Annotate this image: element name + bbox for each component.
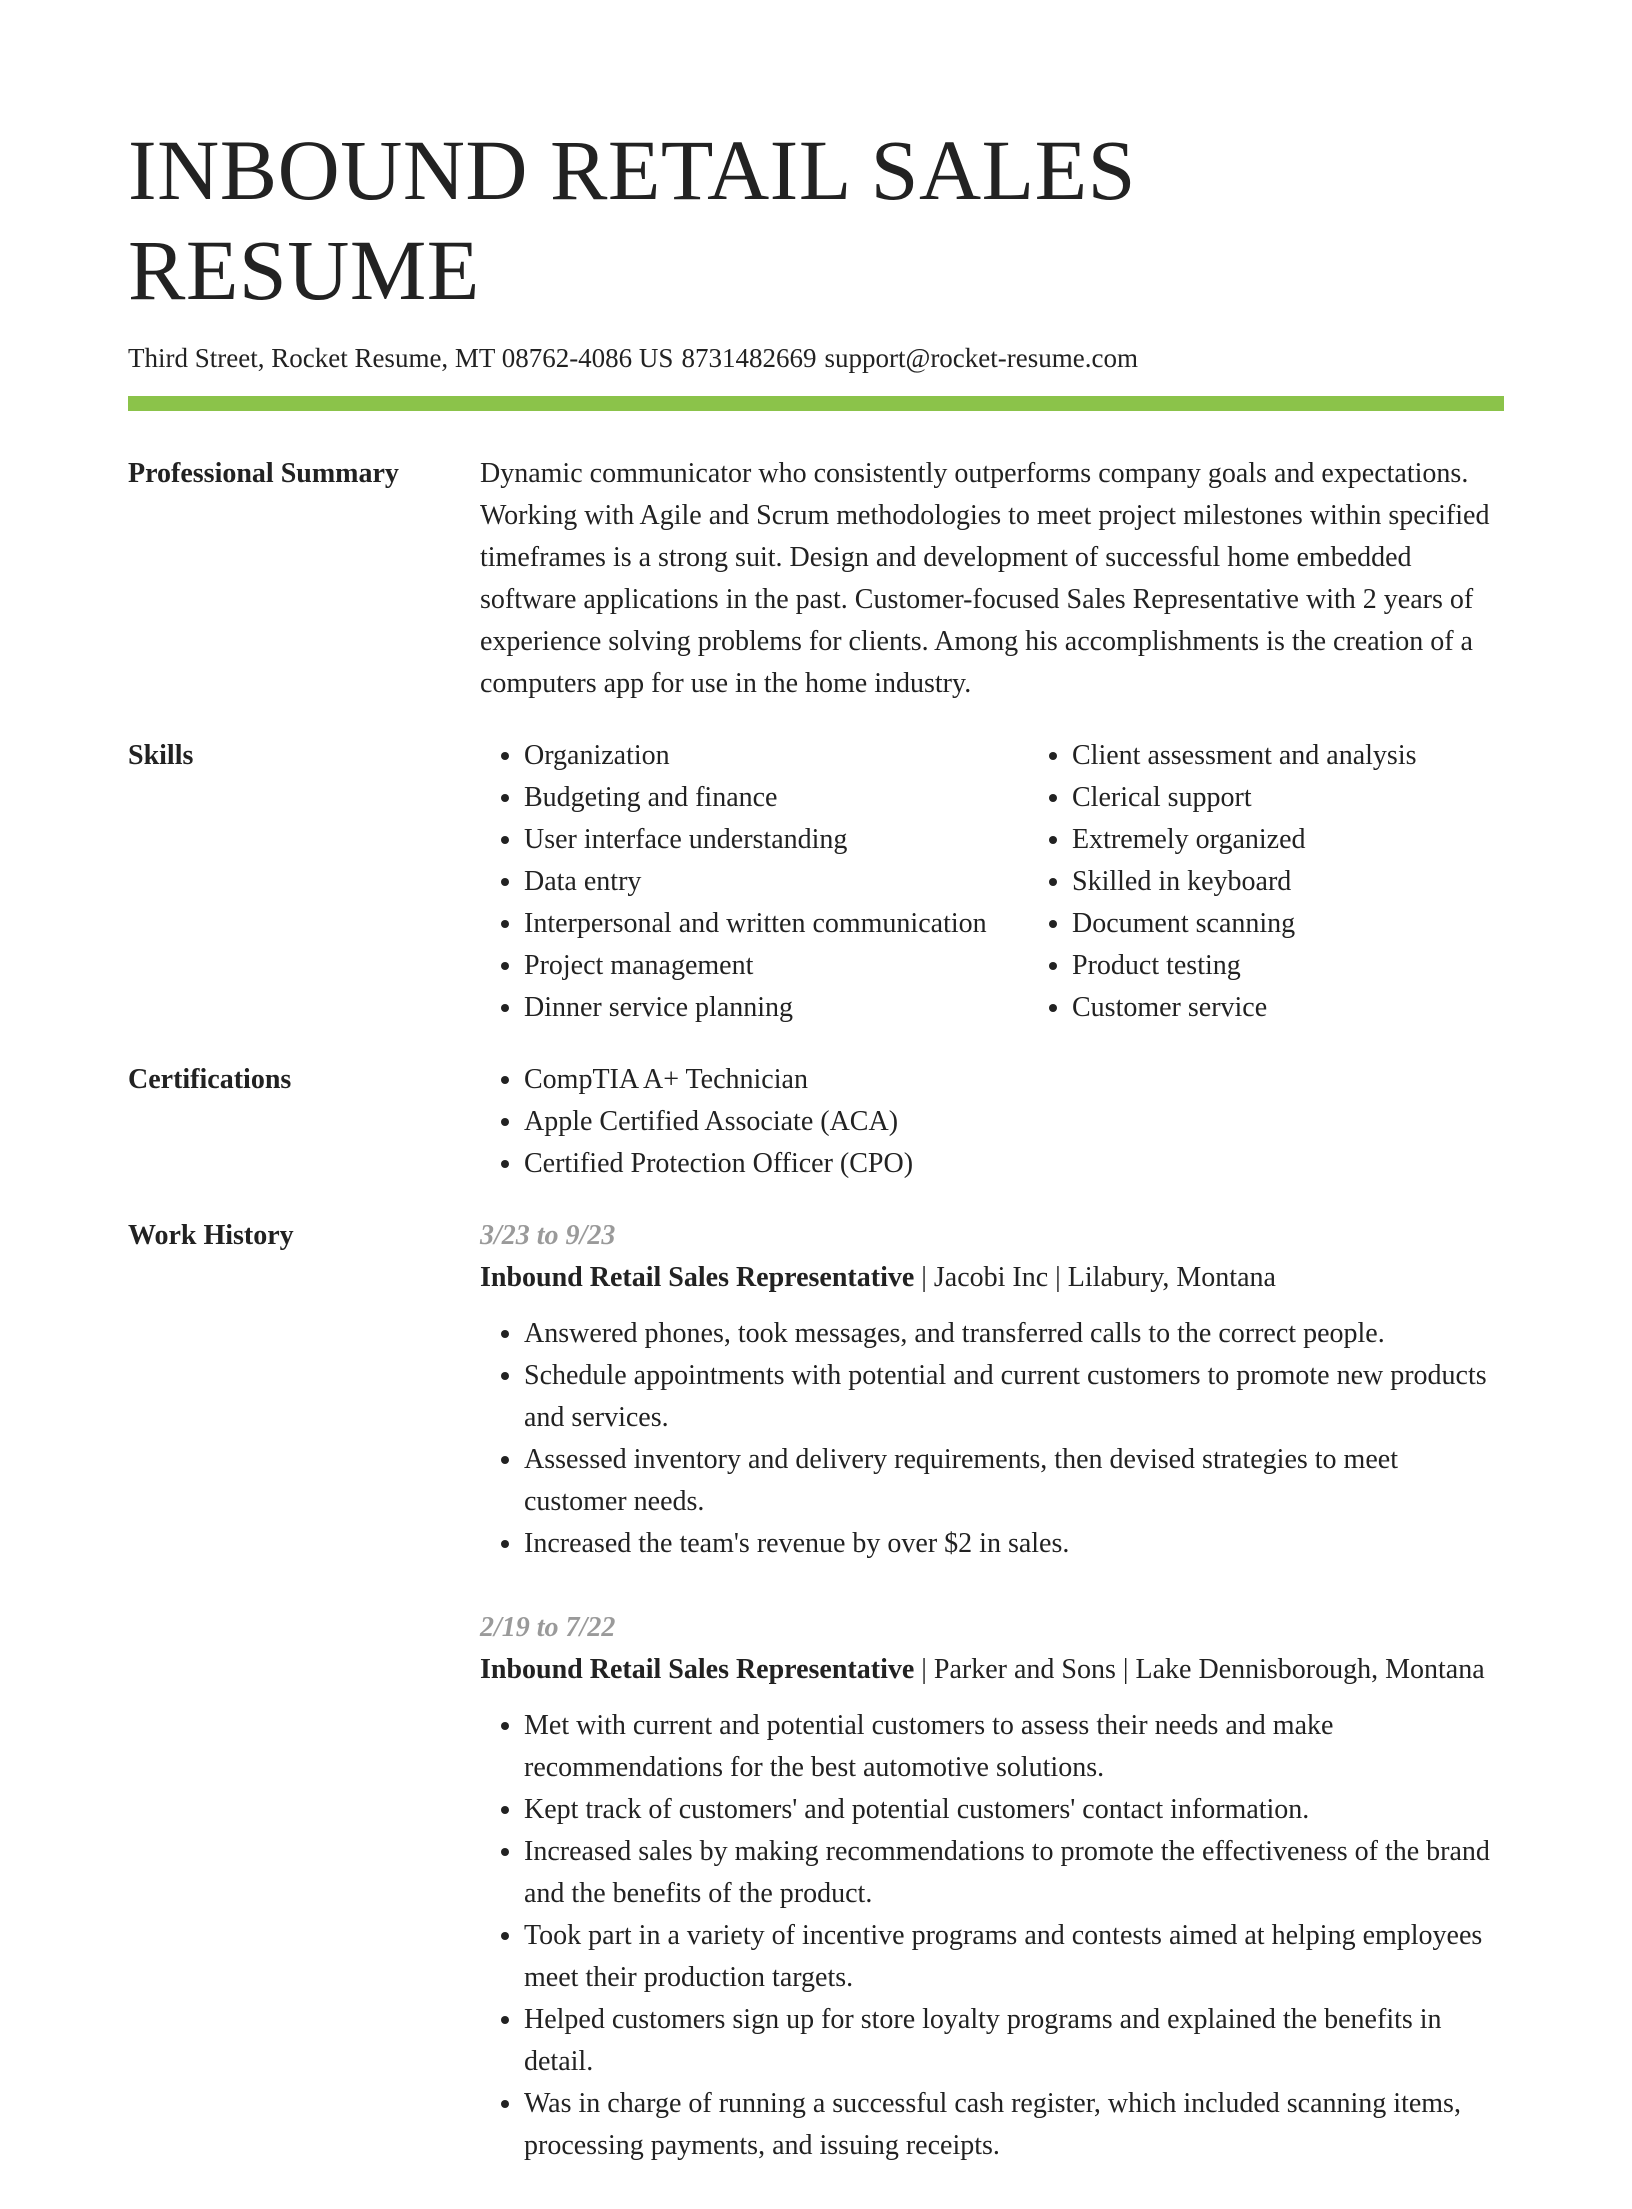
skill-item: • Clerical support (1072, 777, 1504, 819)
section-label-skills: Skills (128, 740, 194, 771)
job-header (480, 1649, 1504, 1691)
job-bullet: • Helped customers sign up for store loyalty programs and explained the benefits in detail. (524, 1999, 1504, 2083)
skill-item: • Interpersonal and written communication (524, 903, 1028, 945)
job-bullet: • Kept track of customers' and potential customers' contact information. (524, 1789, 1504, 1831)
skill-item: • Project management (524, 945, 1028, 987)
job-title: Inbound Retail Sales Representative (480, 1262, 915, 1293)
section-certifications (128, 1059, 1504, 1185)
header-divider (128, 396, 1504, 411)
section-skills (128, 735, 1504, 1029)
section-label-certifications: Certifications (128, 1064, 292, 1095)
job-details: | Parker and Sons | Lake Dennisborough, Montana (914, 1654, 1485, 1685)
job-bullet: • Met with current and potential customers to assess their needs and make recommendations for the best automotive solutions. (524, 1705, 1504, 1789)
skill-item: • Data entry (524, 861, 1028, 903)
job-bullet: • Took part in a variety of incentive programs and contests aimed at helping employees meet their production targets. (524, 1915, 1504, 1999)
job-bullet: • Answered phones, took messages, and transferred calls to the correct people. (524, 1313, 1504, 1355)
job-bullets (480, 1705, 1504, 2167)
skill-item: • Organization (524, 735, 1028, 777)
job-header (480, 1257, 1504, 1299)
section-work-history (128, 1215, 1504, 2209)
skill-item: • Client assessment and analysis (1072, 735, 1504, 777)
job-bullet: • Was in charge of running a successful cash register, which included scanning items, processing payments, and issuing receipts. (524, 2083, 1504, 2167)
job-dates: 3/23 to 9/23 (480, 1220, 616, 1251)
job-entry (480, 1607, 1504, 2167)
contact-address: Third Street, Rocket Resume, MT 08762-4086 US (128, 343, 674, 373)
skill-item: • Budgeting and finance (524, 777, 1028, 819)
resume-title: INBOUND RETAIL SALES RESUME (128, 122, 1136, 318)
job-bullets (480, 1313, 1504, 1565)
section-label-work-history: Work History (128, 1220, 294, 1251)
skill-item: • User interface understanding (524, 819, 1028, 861)
job-bullet: • Increased the team's revenue by over $2 in sales. (524, 1523, 1504, 1565)
job-bullet: • Increased sales by making recommendations to promote the effectiveness of the brand and the benefits of the product. (524, 1831, 1504, 1915)
certifications-list (480, 1059, 1504, 1185)
skill-item: • Extremely organized (1072, 819, 1504, 861)
certification-item: • Certified Protection Officer (CPO) (524, 1143, 1504, 1185)
contact-email: support@rocket-resume.com (824, 343, 1138, 373)
skill-item: • Customer service (1072, 987, 1504, 1029)
skill-item: • Document scanning (1072, 903, 1504, 945)
section-professional-summary (128, 453, 1504, 705)
job-bullet: • Assessed inventory and delivery requirements, then devised strategies to meet customer needs. (524, 1439, 1504, 1523)
skill-item: • Skilled in keyboard (1072, 861, 1504, 903)
skill-item: • Dinner service planning (524, 987, 1028, 1029)
skill-item: • Product testing (1072, 945, 1504, 987)
job-details: | Jacobi Inc | Lilabury, Montana (914, 1262, 1276, 1293)
job-title: Inbound Retail Sales Representative (480, 1654, 915, 1685)
contact-phone: 8731482669 (681, 343, 817, 373)
job-entry (480, 1215, 1504, 1565)
skills-list-right (1028, 735, 1504, 1029)
job-bullet: • Schedule appointments with potential and current customers to promote new products and services. (524, 1355, 1504, 1439)
certification-item: • Apple Certified Associate (ACA) (524, 1101, 1504, 1143)
skills-list-left (480, 735, 1028, 1029)
certification-item: • CompTIA A+ Technician (524, 1059, 1504, 1101)
skills-columns (480, 735, 1504, 1029)
summary-text: Dynamic communicator who consistently outperforms company goals and expectations. Working with Agile and Scrum methodologies to meet project milestones within specified timeframes is a strong suit. Design and development of successful home embedded software applications in the past. Customer-focused Sales Representative with 2 years of experience solving problems for clients. Among his accomplishments is the creation of a computers app for use in the home industry. (480, 458, 1490, 699)
section-label-summary: Professional Summary (128, 458, 399, 489)
contact-line (128, 340, 1504, 376)
job-dates: 2/19 to 7/22 (480, 1612, 616, 1643)
